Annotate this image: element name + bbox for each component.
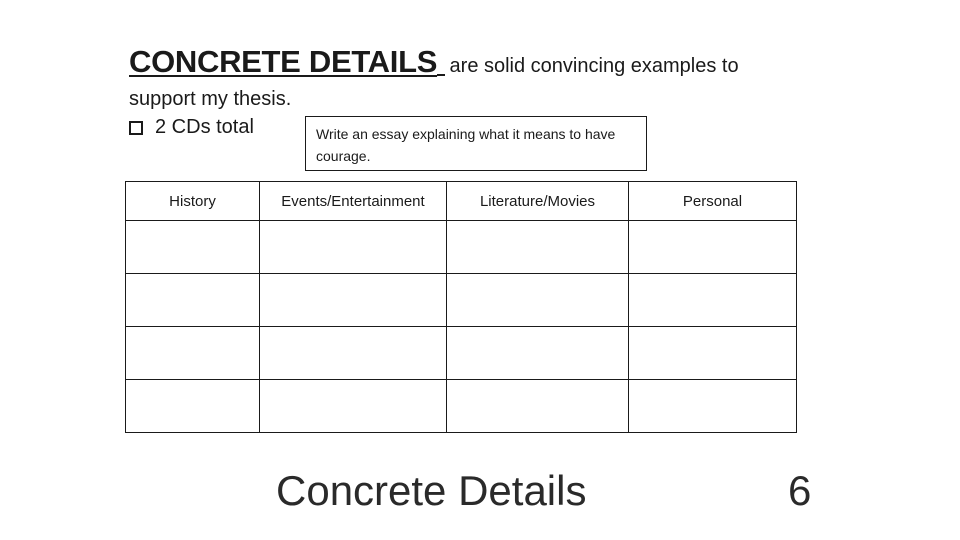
table-row <box>126 274 797 327</box>
page-number: 6 <box>788 467 812 514</box>
table-header-row <box>126 182 797 221</box>
table-cell <box>447 327 629 380</box>
heading-definition-continued: support my thesis. <box>129 88 292 110</box>
table-row <box>126 327 797 380</box>
heading-underline-gap <box>437 73 445 76</box>
heading-definition: are solid convincing examples to <box>449 55 739 77</box>
essay-prompt-text: Write an essay explaining what it means to have courage. <box>316 126 616 164</box>
table-cell <box>629 221 797 274</box>
essay-prompt-box <box>305 116 647 171</box>
table-row <box>126 221 797 274</box>
table-cell <box>629 327 797 380</box>
table-cell <box>260 380 447 433</box>
column-header-history: History <box>126 182 260 221</box>
table-row <box>126 380 797 433</box>
table-cell <box>629 274 797 327</box>
column-header-personal: Personal <box>629 182 797 221</box>
checklist-item-label: 2 CDs total <box>155 116 254 138</box>
table-cell <box>126 380 260 433</box>
table-cell <box>629 380 797 433</box>
table-cell <box>447 274 629 327</box>
table-cell <box>260 327 447 380</box>
table-cell <box>126 221 260 274</box>
checkbox-icon <box>129 121 143 135</box>
concrete-details-table <box>125 181 797 433</box>
table-cell <box>126 327 260 380</box>
column-header-literature: Literature/Movies <box>447 182 629 221</box>
slide-title: Concrete Details <box>276 467 587 514</box>
heading-term: CONCRETE DETAILS <box>129 44 438 79</box>
heading-line <box>129 44 829 80</box>
table-cell <box>447 221 629 274</box>
table-cell <box>260 274 447 327</box>
checklist-item <box>129 116 254 139</box>
table-cell <box>260 221 447 274</box>
column-header-events: Events/Entertainment <box>260 182 447 221</box>
table-cell <box>126 274 260 327</box>
table-cell <box>447 380 629 433</box>
